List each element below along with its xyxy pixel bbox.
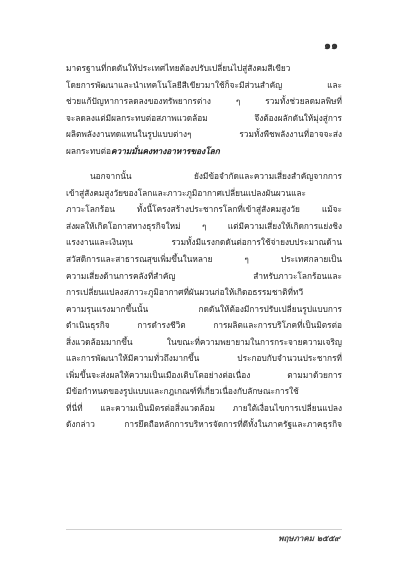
paragraph-line: โดยการพัฒนาและนำเทคโนโลยีสีเขียวมาใช้ก็จะมีส่วนสำคัญ และ <box>66 79 342 90</box>
paragraph-first-line: นอกจากนั้น ยังมีข้อจำกัดและความเสี่ยงสำคัญจากการ <box>90 171 342 182</box>
paragraph-gap <box>66 159 342 168</box>
paragraph-line: ดำเนินธุรกิจ การดำรงชีวิต การผลิตและการบริโภคที่เป็นมิตรต่อ <box>66 320 342 331</box>
paragraph-line: มาตรฐานที่กดดันให้ประเทศไทยต้องปรับเปลี่ยนไปสู่สังคมสีเขียว <box>66 63 291 73</box>
paragraph-line: ส่งผลให้เกิดโอกาสทางธุรกิจใหม่ ๆ แต่มีความเสี่ยงให้เกิดการแย่งชิง <box>66 220 342 231</box>
paragraph-last-line <box>66 143 342 160</box>
paragraph-1 <box>66 60 342 159</box>
paragraph-text: ผลกระทบต่อ <box>66 145 111 156</box>
paragraph-line: และการพัฒนาให้มีความทั่วถึงมากขึ้น ประกอบกับจำนวนประชากรที่ <box>66 353 342 364</box>
paragraph-line: ช่วยแก้ปัญหาการลดลงของทรัพยากรต่าง ๆ รวมทั้งช่วยลดมลพิษที่ <box>66 96 342 107</box>
paragraph-line: เข้าสู่สังคมสูงวัยของโลกและภาวะภูมิอากาศเปลี่ยนแปลงผันผวนและ <box>66 187 307 198</box>
body-text <box>66 60 342 433</box>
footer-divider <box>66 529 342 530</box>
emphasis-text: ความมั่นคงทางอาหารของโลก <box>111 145 220 156</box>
paragraph-line: สวัสดิการและสาธารณสุขเพิ่มขึ้นในหลาย ๆ ประเทศกลายเป็น <box>66 254 342 265</box>
paragraph-line: มีข้อกำหนดของรูปแบบและกฎเกณฑ์ที่เกี่ยวเนื่องกับลักษณะการใช้ <box>66 386 299 397</box>
paragraph-line: แรงงานและเงินทุน รวมทั้งมีแรงกดดันต่อการใช้จ่ายงบประมาณด้าน <box>66 237 342 248</box>
paragraph-line: ผลิตพลังงานทดแทนในรูปแบบต่างๆ รวมทั้งพืชพลังงานที่อาจจะส่ง <box>66 129 342 140</box>
paragraph-line: ภาวะโลกร้อน ทั้งนี้โครงสร้างประชากรโลกที่เข้าสู่สังคมสูงวัย แม้จะ <box>66 204 342 215</box>
paragraph-2 <box>66 168 342 433</box>
paragraph-line: ที่นี่ที่ และความเป็นมิตรต่อสิ่งแวดล้อม ภายใต้เงื่อนไขการเปลี่ยนแปลง <box>66 402 342 413</box>
paragraph-line: เพิ่มขึ้นจะส่งผลให้ความเป็นเมืองเติบโตอย่างต่อเนื่อง ตามมาด้วยการ <box>66 369 342 380</box>
paragraph-line: จะลดลงแต่มีผลกระทบต่อสภาพแวดล้อม จึงต้องผลักดันให้มุ่งสู่การ <box>66 112 342 123</box>
paragraph-line: ความรุนแรงมากขึ้นนั้น กดดันให้ต้องมีการปรับเปลี่ยนรูปแบบการ <box>66 303 342 314</box>
footer-date: พฤษภาคม ๒๕๕๙ <box>278 533 340 543</box>
paragraph-line: ความเสี่ยงด้านการคลังที่สำคัญ สำหรับภาวะโลกร้อนและ <box>66 270 342 281</box>
paragraph-line: ดังกล่าว การยึดถือหลักการบริหารจัดการที่ดีทั้งในภาครัฐและภาคธุรกิจ <box>66 419 342 430</box>
paragraph-line: การเปลี่ยนแปลงสภาวะภูมิอากาศที่ผันผวนก่อให้เกิดอธรรมชาติที่ทวี <box>66 287 304 298</box>
page-number: ๑๑ <box>324 39 338 52</box>
paragraph-line: สิ่งแวดล้อมมากขึ้น ในขณะที่ความพยายามในการกระจายความเจริญ <box>66 336 342 347</box>
